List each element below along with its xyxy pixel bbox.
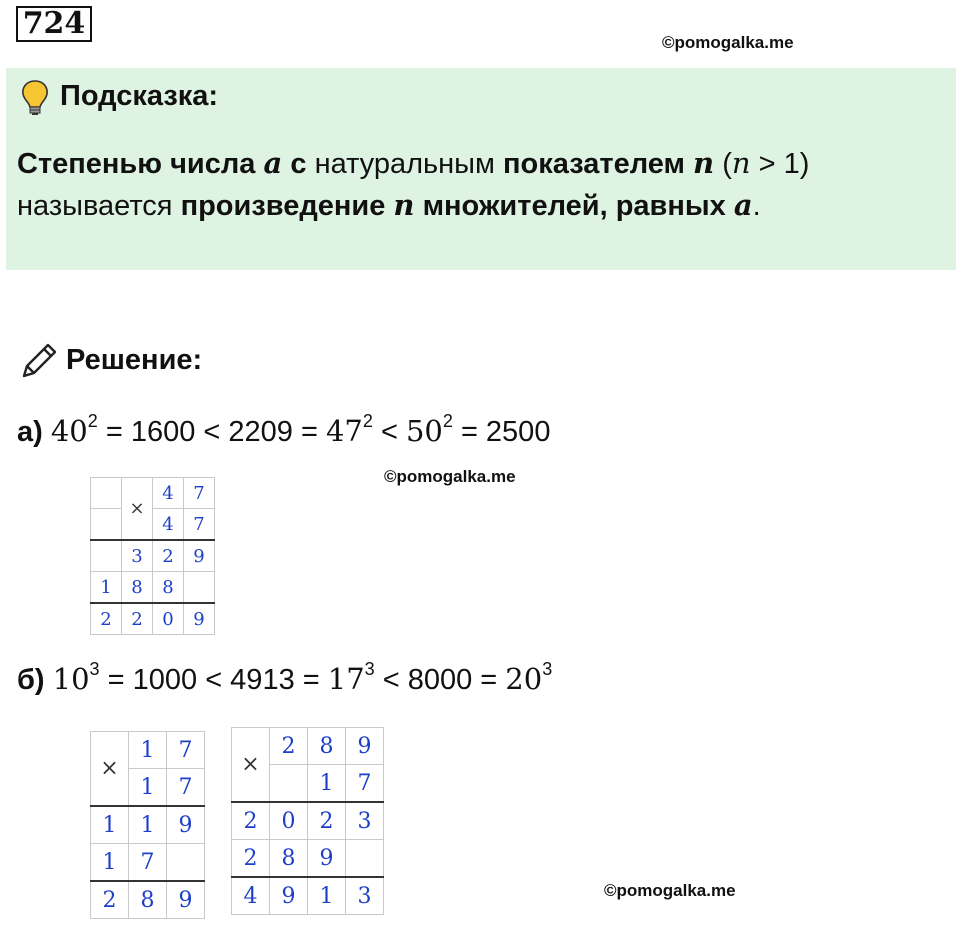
multiplication-17x17: × 1 7 1 7 1 1 9 1 7 2 8 9: [90, 731, 205, 919]
lightbulb-icon: [18, 78, 52, 116]
hint-definition-line-1: Степенью числа a с натуральным показателем n (n > 1): [17, 146, 810, 180]
task-number: 724: [16, 6, 92, 42]
watermark-middle: ©pomogalka.me: [384, 467, 516, 486]
multiplication-289x17: × 2 8 9 1 7 2 0 2 3 2 8 9 4 9 1 3: [231, 727, 384, 915]
solution-title: Решение:: [66, 344, 203, 376]
hint-definition-line-2: называется произведение n множителей, равных a.: [17, 188, 761, 222]
solution-a-equation: а) $40^2 = 1600 < 2209 = 47^2 < 50^2 = 2500$: [17, 411, 551, 448]
hint-title: Подсказка:: [60, 80, 219, 112]
pencil-icon: [18, 340, 60, 382]
multiplication-47x47: × 4 7 4 7 3 2 9 1 8 8 2 2 0 9: [90, 477, 215, 635]
solution-b-equation: б) $10^3 = 1000 < 4913 = 17^3 < 8000 = 20^3$: [17, 659, 553, 696]
watermark-bottom: ©pomogalka.me: [604, 881, 736, 900]
watermark-top: ©pomogalka.me: [662, 33, 794, 52]
